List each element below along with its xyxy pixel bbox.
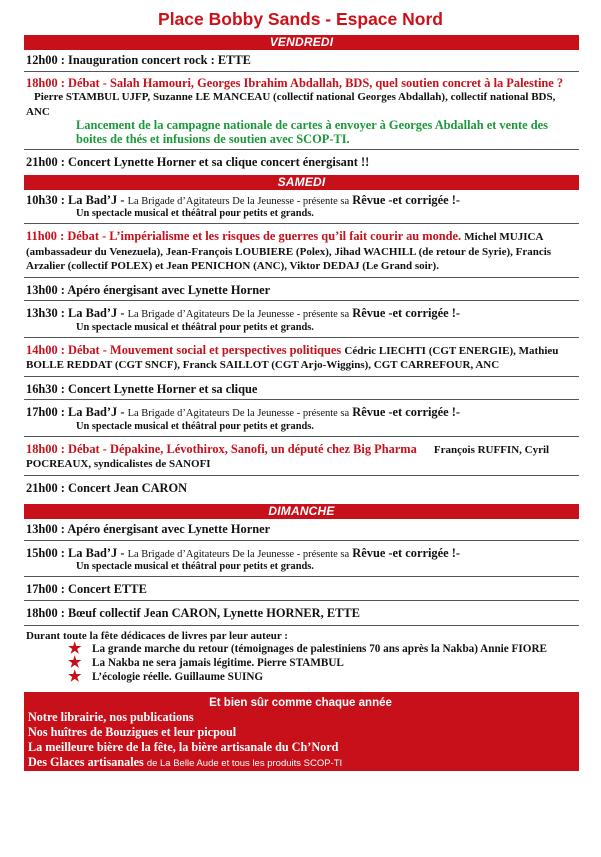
star-icon: ★ — [68, 669, 82, 685]
item-time: 13h00 : — [26, 522, 65, 536]
star-icon: ★ — [68, 641, 82, 657]
program-item — [26, 583, 579, 597]
program-item — [26, 194, 579, 221]
promo-line: Nos huîtres de Bouzigues et leur picpoul — [28, 725, 237, 739]
show-subtitle: Un spectacle musical et théâtral pour petits et grands. — [76, 561, 314, 572]
item-time: 17h00 : — [26, 405, 65, 419]
debate-title: Débat - Dépakine, Lévothirox, Sanofi, un député chez Big Pharma — [68, 441, 417, 456]
day-header-friday: VENDREDI — [24, 35, 579, 50]
day-header-sunday: DIMANCHE — [24, 504, 579, 519]
show-subtitle: Un spectacle musical et théâtral pour petits et grands. — [76, 208, 314, 219]
item-text: Bœuf collectif Jean CARON, Lynette HORNER, ETTE — [68, 605, 360, 620]
item-text: Concert Lynette Horner et sa clique — [68, 381, 258, 396]
book-title: La Nakba ne sera jamais légitime. Pierre STAMBUL — [92, 657, 344, 669]
item-text: Inauguration concert rock : ETTE — [68, 53, 251, 67]
show-description: La Brigade d’Agitateurs De la Jeunesse - présente sa — [127, 408, 350, 419]
item-time: 12h00 : — [26, 53, 65, 67]
promo-line — [28, 755, 573, 771]
divider — [24, 337, 579, 338]
item-time: 11h00 : — [26, 229, 65, 243]
book-item — [68, 671, 579, 684]
show-subtitle: Un spectacle musical et théâtral pour petits et grands. — [76, 321, 314, 333]
debate-speakers: Cédric LIECHTI (CGT ENERGIE), Mathieu BOLLE REDDAT (CGT SNCF), Franck SAILLOT (CGT Arjo-Wiggins), CGT CARREFOUR, ANC — [26, 344, 559, 371]
item-time: 18h00 : — [26, 75, 65, 90]
divider — [24, 399, 579, 400]
show-name: La Bad’J - — [68, 192, 125, 207]
item-time: 13h00 : — [26, 282, 65, 297]
sunday-section — [24, 523, 579, 684]
show-description: La Brigade d’Agitateurs De la Jeunesse - présente sa — [127, 309, 350, 320]
promo-heading: Et bien sûr comme chaque année — [209, 697, 392, 709]
item-time: 21h00 : — [26, 155, 65, 169]
page-title: Place Bobby Sands - Espace Nord — [158, 9, 443, 29]
dedications-heading: Durant toute la fête dédicaces de livres par leur auteur : — [26, 630, 288, 642]
program-item — [26, 307, 579, 334]
divider — [24, 149, 579, 150]
show-title: Rêvue -et corrigée !- — [352, 405, 460, 419]
program-item — [26, 523, 579, 537]
divider — [24, 600, 579, 601]
debate-speakers: Pierre STAMBUL UJFP, Suzanne LE MANCEAU (collectif national Georges Abdallah), collectif national BDS, ANC — [26, 91, 556, 118]
program-item — [26, 406, 579, 433]
divider — [24, 475, 579, 476]
promo-line: Notre librairie, nos publications — [28, 710, 194, 724]
program-item — [26, 284, 579, 298]
divider — [24, 277, 579, 278]
item-time: 17h00 : — [26, 582, 65, 596]
show-title: Rêvue -et corrigée !- — [352, 306, 460, 320]
program-item — [26, 383, 579, 397]
divider — [24, 71, 579, 72]
debate-speakers: François RUFFIN, Cyril POCREAUX, syndicalistes de SANOFI — [26, 443, 550, 470]
divider — [24, 376, 579, 377]
show-name: La Bad’J - — [68, 306, 125, 320]
show-name: La Bad’J - — [68, 405, 125, 419]
show-description: La Brigade d’Agitateurs De la Jeunesse - présente sa — [127, 548, 350, 560]
divider — [24, 540, 579, 541]
show-name: La Bad’J - — [68, 545, 125, 560]
program-item — [26, 54, 579, 68]
program-item — [26, 547, 579, 574]
item-time: 16h30 : — [26, 381, 65, 396]
item-time: 13h30 : — [26, 306, 65, 320]
program-item — [26, 607, 579, 621]
show-description: La Brigade d’Agitateurs De la Jeunesse - présente sa — [127, 195, 350, 207]
program-item — [26, 156, 579, 170]
promo-line-small: de La Belle Aude et tous les produits SCOP-TI — [146, 758, 343, 769]
divider — [24, 625, 579, 626]
book-title: L’écologie réelle. Guillaume SUING — [92, 671, 264, 683]
debate-title: Débat - Salah Hamouri, Georges Ibrahim Abdallah, BDS, quel soutien concret à la Palestine ? — [68, 75, 564, 90]
item-time: 18h00 : — [26, 441, 65, 456]
program-item — [26, 344, 579, 373]
promo-line: La meilleure bière de la fête, la bière artisanale du Ch’Nord — [28, 740, 339, 754]
star-icon: ★ — [68, 655, 82, 671]
divider — [24, 223, 579, 224]
item-time: 10h30 : — [26, 192, 65, 207]
item-text: Apéro énergisant avec Lynette Horner — [67, 522, 271, 536]
program-item — [26, 443, 579, 472]
item-text: Concert ETTE — [68, 582, 147, 596]
item-text: Concert Jean CARON — [68, 480, 188, 495]
program-item — [26, 230, 579, 274]
show-title: Rêvue -et corrigée !- — [352, 192, 460, 207]
campaign-announcement: Lancement de la campagne nationale de cartes à envoyer à Georges Abdallah et vente des boites de thés et infusions de soutien avec SCOP-TI. — [76, 118, 548, 146]
debate-title: Débat - Mouvement social et perspectives politiques — [68, 342, 342, 357]
show-title: Rêvue -et corrigée !- — [352, 545, 460, 560]
item-time: 14h00 : — [26, 342, 65, 357]
item-text: Concert Lynette Horner et sa clique concert énergisant !! — [68, 155, 370, 169]
debate-speakers: Michel MUJICA (ambassadeur du Venezuela), Jean-François LOUBIERE (Polex), Jihad WACHILL (de retour de Syrie), Francis Arzalier (collectif POLEX) et Jean PENICHON (ANC), Viktor DEDAJ (Le Grand soir). — [26, 231, 552, 272]
divider — [24, 576, 579, 577]
item-time: 21h00 : — [26, 480, 65, 495]
divider — [24, 300, 579, 301]
day-header-saturday: SAMEDI — [24, 175, 579, 190]
show-subtitle: Un spectacle musical et théâtral pour petits et grands. — [76, 420, 314, 432]
promo-box — [24, 692, 579, 771]
friday-section — [24, 54, 579, 170]
program-item — [26, 77, 579, 147]
book-item — [68, 643, 579, 656]
book-item — [68, 657, 579, 670]
item-text: Apéro énergisant avec Lynette Horner — [67, 282, 271, 297]
item-time: 18h00 : — [26, 605, 65, 620]
debate-title: Débat - L’impérialisme et les risques de guerres qu’il fait courir au monde. — [67, 229, 462, 243]
saturday-section — [24, 194, 579, 496]
divider — [24, 436, 579, 437]
item-time: 15h00 : — [26, 545, 65, 560]
promo-line-bold: Des Glaces artisanales — [28, 755, 144, 769]
program-item — [26, 482, 579, 496]
book-title: La grande marche du retour (témoignages de palestiniens 70 ans après la Nakba) Annie FIORE — [92, 643, 547, 655]
